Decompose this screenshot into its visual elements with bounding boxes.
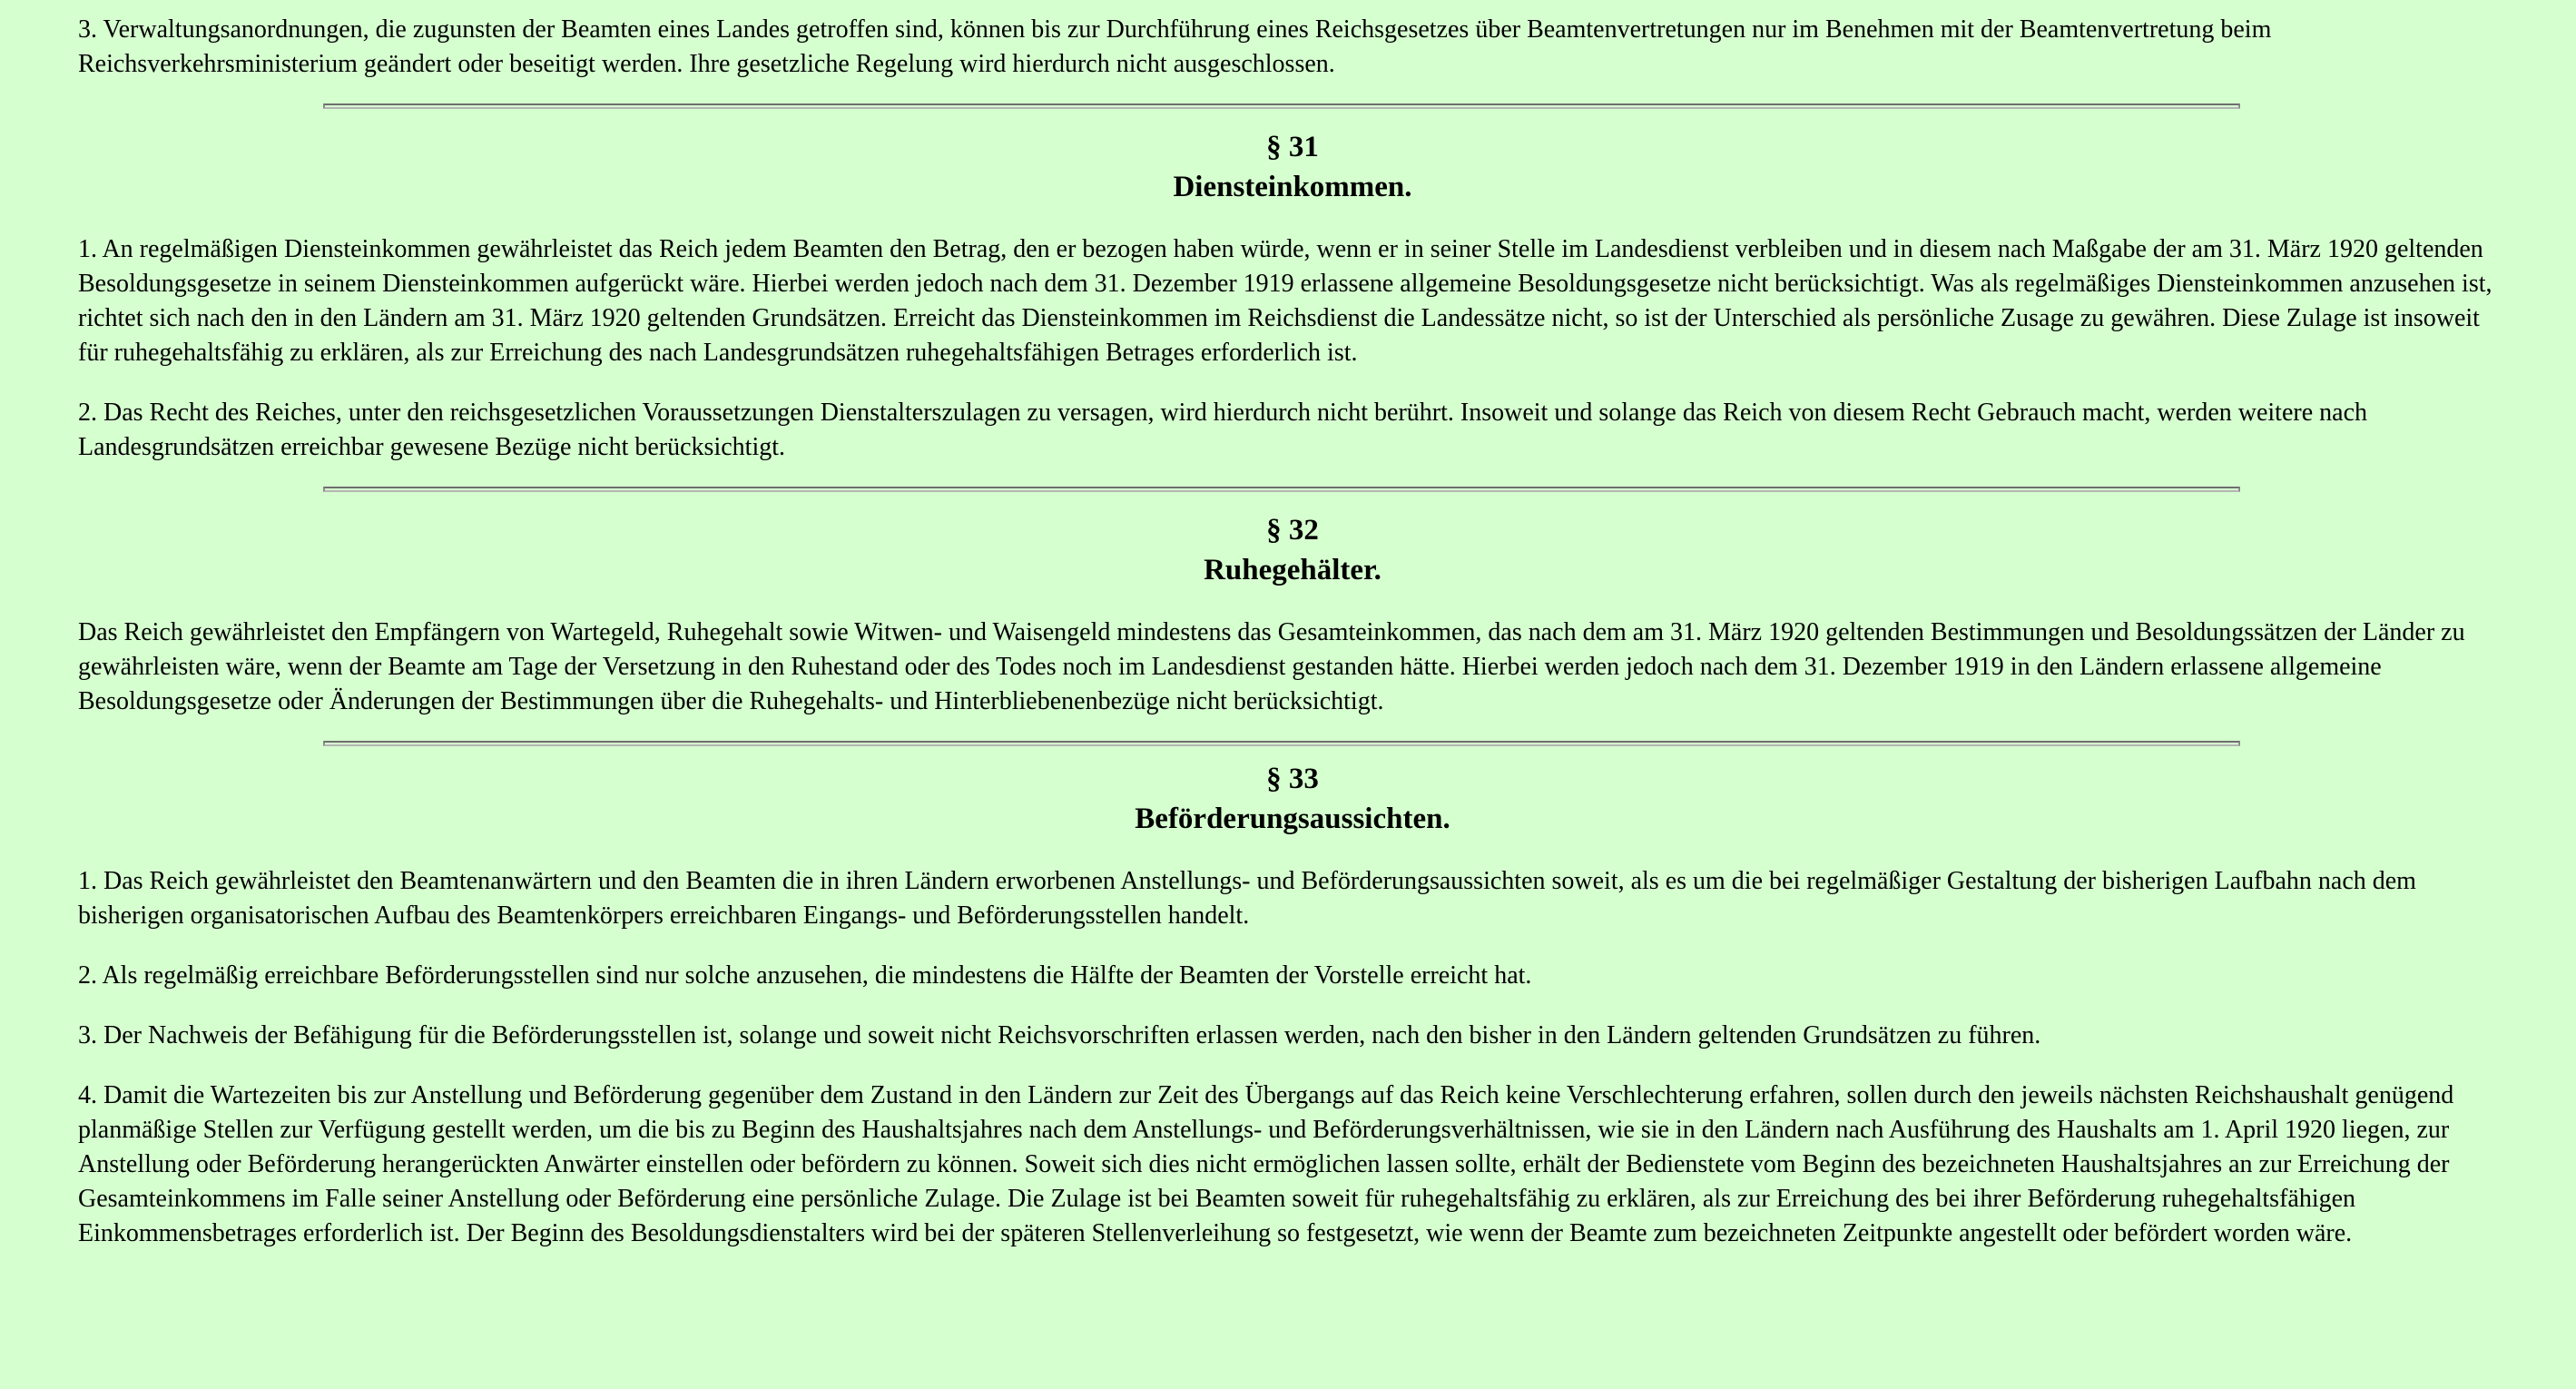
section-32-paragraph-1: Das Reich gewährleistet den Empfängern von Wartegeld, Ruhegehalt sowie Witwen- und Waisengeld mindestens das Gesamteinkommen, das nach dem am 31. März 1920 geltenden Bestimmungen und Besoldungssätzen der Länder zu gewährleisten wäre, wenn der Beamte am Tage der Versetzung in den Ruhestand oder des Todes noch im Landesdienst gestanden hätte. Hierbei werden jedoch nach dem 31. Dezember 1919 in den Ländern erlassene allgemeine Besoldungsgesetze oder Änderungen der Bestimmungen über die Ruhegehalts- und Hinterbliebenenbezüge nicht berücksichtigt. (78, 618, 2465, 715)
intro-paragraph: 3. Verwaltungsanordnungen, die zugunsten der Beamten eines Landes getroffen sind, können bis zur Durchführung eines Reichsgesetzes über Beamtenvertretungen nur im Benehmen mit der Beamtenvertretung beim Reichsverkehrsministerium geändert oder beseitigt werden. Ihre gesetzliche Regelung wird hierdurch nicht ausgeschlossen. (78, 15, 2272, 78)
document-body (78, 13, 2507, 1276)
section-heading-31 (78, 127, 2507, 207)
section-33-paragraph-3: 3. Der Nachweis der Befähigung für die Beförderungsstellen ist, solange und soweit nicht Reichsvorschriften erlassen werden, nach den bisher in den Ländern geltenden Grundsätzen zu führen. (78, 1021, 2041, 1049)
section-number: § 33 (1266, 763, 1319, 795)
section-33-paragraph-1: 1. Das Reich gewährleistet den Beamtenanwärtern und den Beamten die in ihren Ländern erworbenen Anstellungs- und Beförderungsaussichten soweit, als es um die bei regelmäßiger Gestaltung der bisherigen Laufbahn nach dem bisherigen organisatorischen Aufbau des Beamtenkörpers erreichbaren Eingangs- und Beförderungsstellen handelt. (78, 867, 2416, 930)
section-title: Diensteinkommen. (1173, 171, 1412, 203)
section-divider (323, 103, 2240, 109)
section-divider (323, 741, 2240, 746)
section-31-paragraph-2: 2. Das Recht des Reiches, unter den reichsgesetzlichen Voraussetzungen Dienstalterszulagen zu versagen, wird hierdurch nicht berührt. Insoweit und solange das Reich von diesem Recht Gebrauch macht, werden weitere nach Landesgrundsätzen erreichbar gewesene Bezüge nicht berücksichtigt. (78, 399, 2367, 461)
section-heading-33 (78, 759, 2507, 839)
section-heading-32 (78, 510, 2507, 590)
section-33-paragraph-4: 4. Damit die Wartezeiten bis zur Anstellung und Beförderung gegenüber dem Zustand in den Ländern zur Zeit des Übergangs auf das Reich keine Verschlechterung erfahren, sollen durch den jeweils nächsten Reichshaushalt genügend planmäßige Stellen zur Verfügung gestellt werden, um die bis zu Beginn des Haushaltsjahres nach dem Anstellungs- und Beförderungsverhältnissen, wie sie in den Ländern nach Ausführung des Haushalts am 1. April 1920 liegen, zur Anstellung oder Beförderung herangerückten Anwärter einstellen oder befördern zu können. Soweit sich dies nicht ermöglichen lassen sollte, erhält der Bedienstete vom Beginn des bezeichneten Haushaltsjahres an zur Erreichung der Gesamteinkommens im Falle seiner Anstellung oder Beförderung eine persönliche Zulage. Die Zulage ist bei Beamten soweit für ruhegehaltsfähig zu erklären, als zur Erreichung des bei ihrer Beförderung ruhegehaltsfähigen Einkommensbetrages erforderlich ist. Der Beginn des Besoldungsdienstalters wird bei der späteren Stellenverleihung so festgesetzt, wie wenn der Beamte zum bezeichneten Zeitpunkte angestellt oder befördert worden wäre. (78, 1081, 2454, 1247)
section-title: Beförderungsaussichten. (1135, 803, 1450, 835)
section-33-paragraph-2: 2. Als regelmäßig erreichbare Beförderungsstellen sind nur solche anzusehen, die mindestens die Hälfte der Beamten der Vorstelle erreicht hat. (78, 961, 1532, 990)
section-divider (323, 487, 2240, 492)
section-number: § 31 (1266, 131, 1319, 163)
section-number: § 32 (1266, 514, 1319, 547)
section-31-paragraph-1: 1. An regelmäßigen Diensteinkommen gewährleistet das Reich jedem Beamten den Betrag, den er bezogen haben würde, wenn er in seiner Stelle im Landesdienst verbleiben und in diesem nach Maßgabe der am 31. März 1920 geltenden Besoldungsgesetze in seinem Diensteinkommen aufgerückt wäre. Hierbei werden jedoch nach dem 31. Dezember 1919 erlassene allgemeine Besoldungsgesetze nicht berücksichtigt. Was als regelmäßiges Diensteinkommen anzusehen ist, richtet sich nach den in den Ländern am 31. März 1920 geltenden Grundsätzen. Erreicht das Diensteinkommen im Reichsdienst die Landessätze nicht, so ist der Unterschied als persönliche Zusage zu gewähren. Diese Zulage ist insoweit für ruhegehaltsfähig zu erklären, als zur Erreichung des nach Landesgrundsätzen ruhegehaltsfähigen Betrages erforderlich ist. (78, 235, 2492, 367)
section-title: Ruhegehälter. (1204, 554, 1381, 586)
